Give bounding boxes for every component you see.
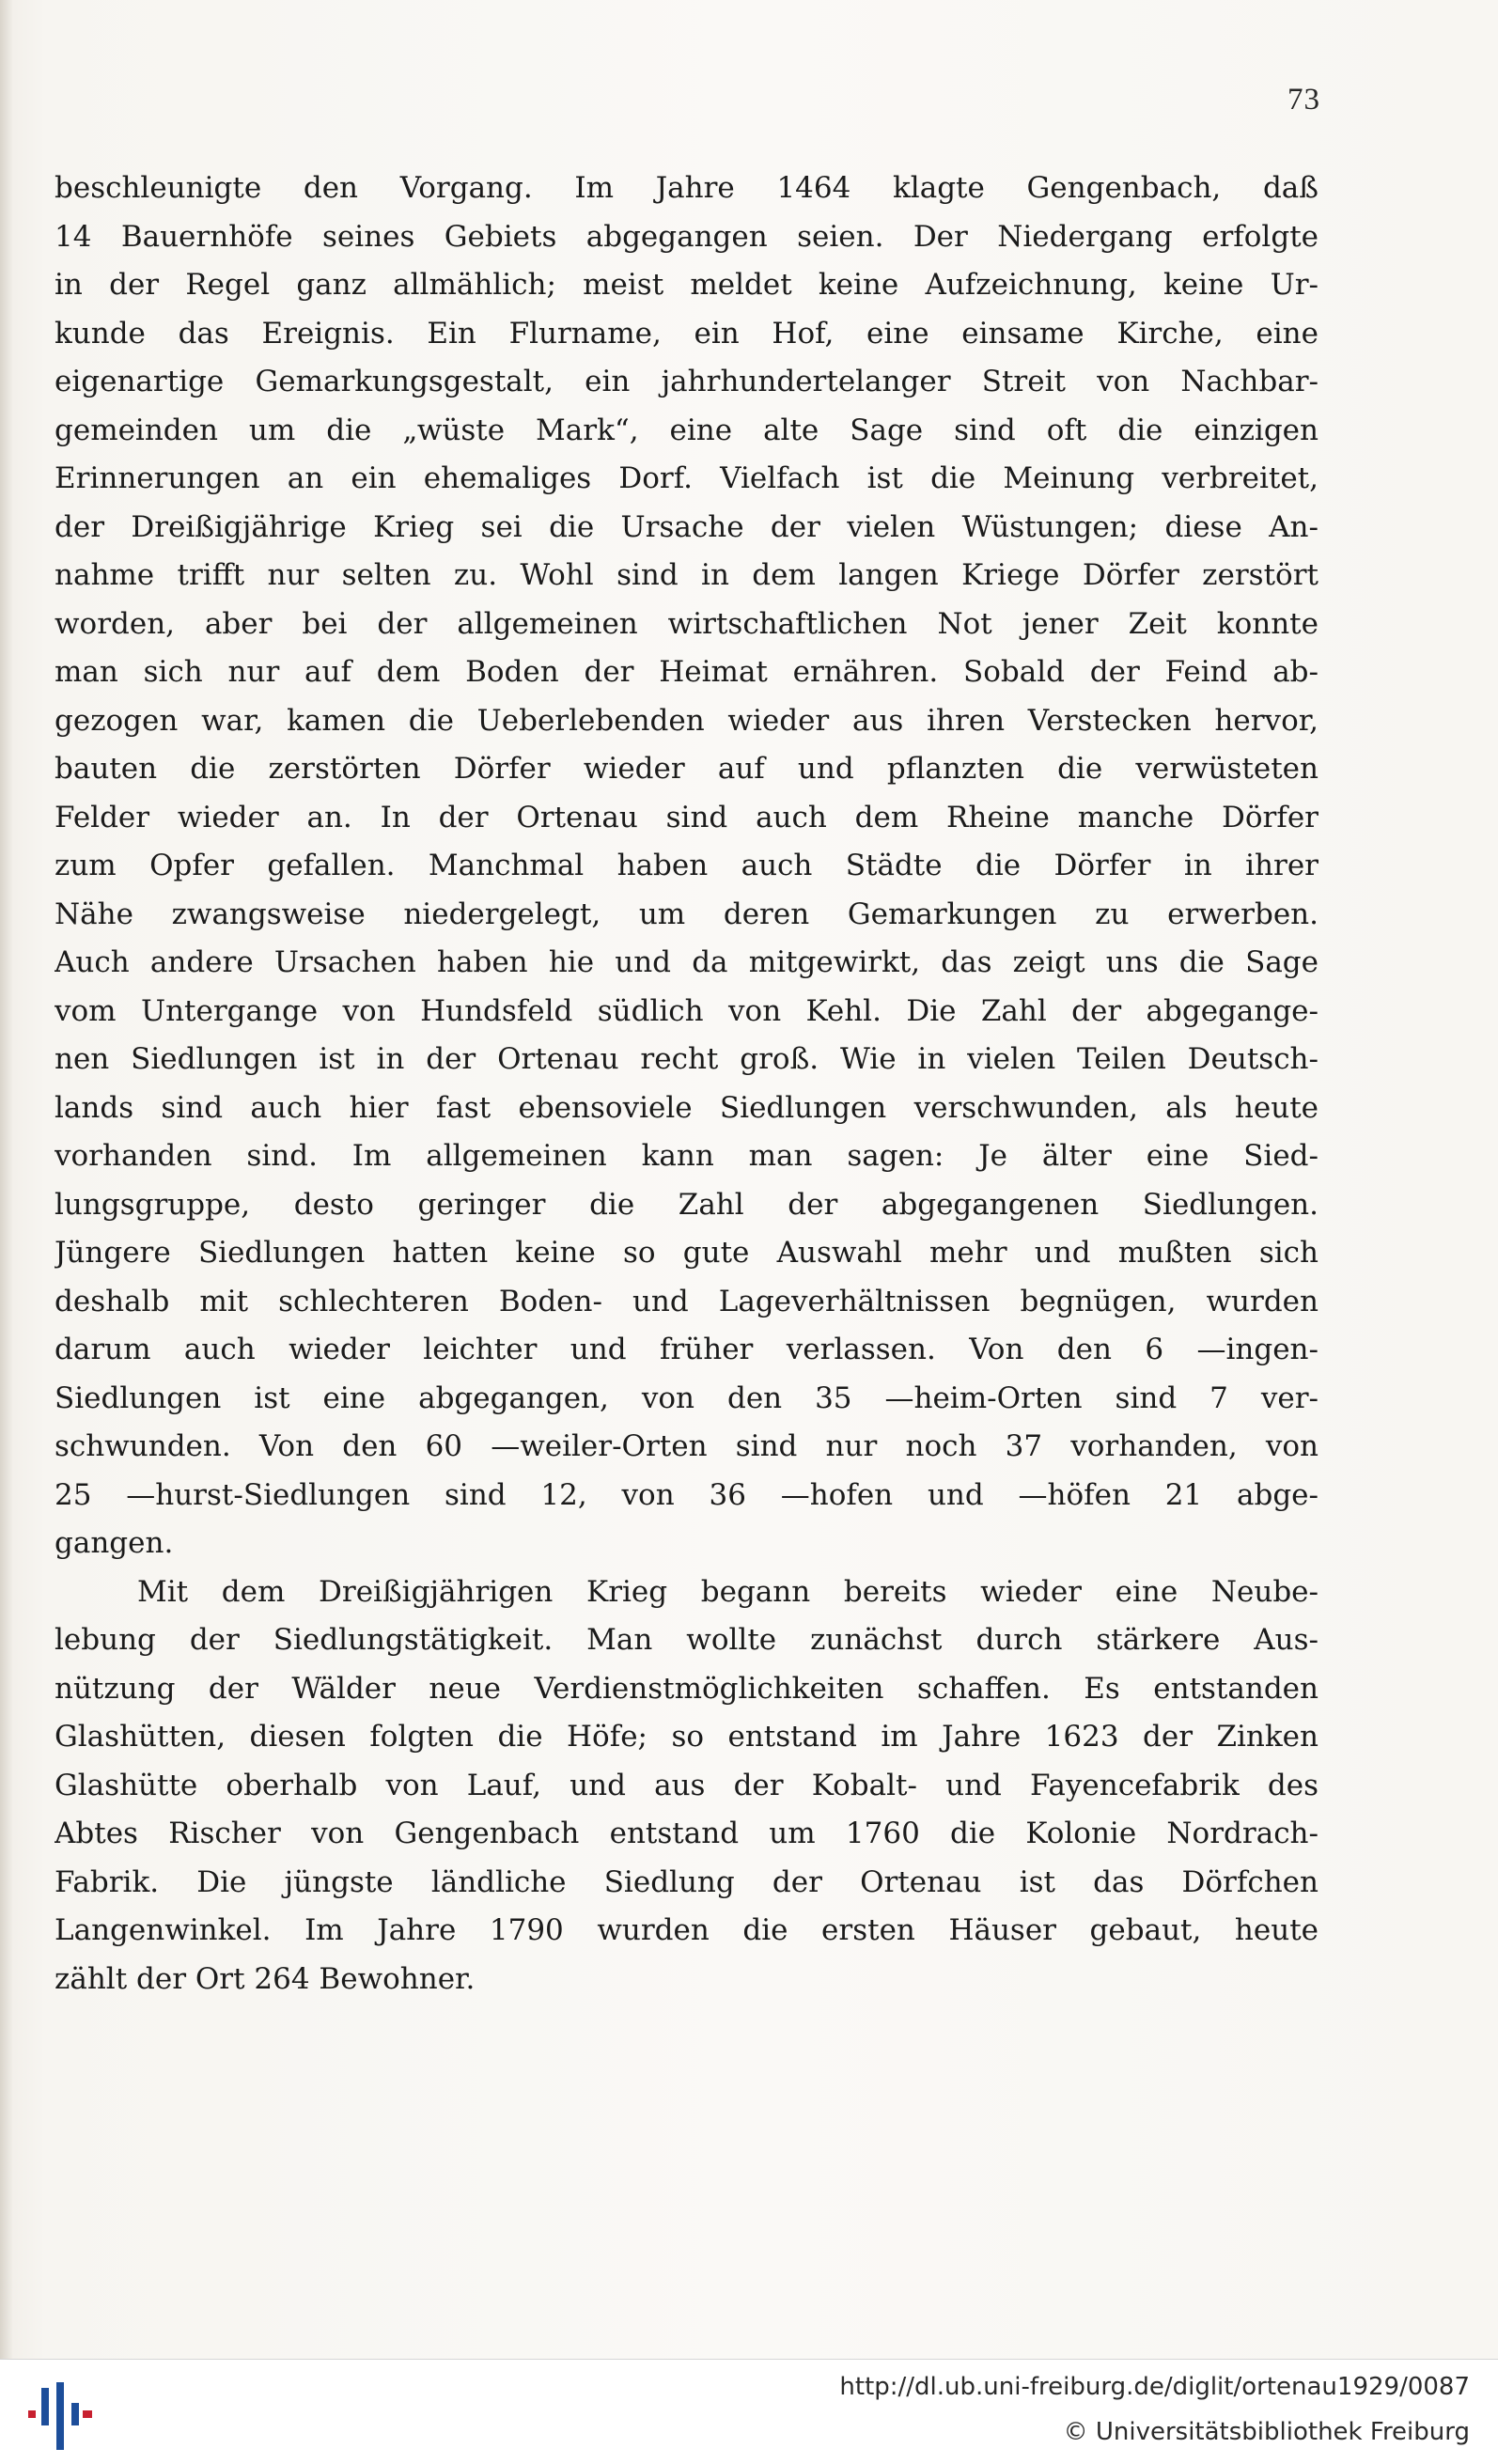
- text-line: Fabrik. Die jüngste ländliche Siedlung der Ortenau ist das Dörfchen: [55, 1864, 1319, 1899]
- footer-bar: [0, 2359, 1498, 2464]
- text-line: Abtes Rischer von Gengenbach entstand um 1760 die Kolonie Nordrach-: [55, 1817, 1319, 1850]
- text-line: Mit dem Dreißigjährigen Krieg begann bereits wieder eine Neube-: [137, 1574, 1319, 1609]
- text-line: lungsgruppe, desto geringer die Zahl der abgegangenen Siedlungen.: [55, 1187, 1319, 1222]
- text-line: Auch andere Ursachen haben hie und da mitgewirkt, das zeigt uns die Sage: [55, 945, 1319, 979]
- text-line: gezogen war, kamen die Ueberlebenden wieder aus ihren Verstecken hervor,: [55, 703, 1319, 738]
- copyright-notice: © Universitätsbibliothek Freiburg: [1063, 2418, 1470, 2446]
- text-line: nützung der Wälder neue Verdienstmöglichkeiten schaffen. Es entstanden: [55, 1671, 1319, 1706]
- text-line: 25 —hurst-Siedlungen sind 12, von 36 —hofen und —höfen 21 abge-: [55, 1477, 1319, 1512]
- permalink-url[interactable]: http://dl.ub.uni-freiburg.de/diglit/ortenau1929/0087: [839, 2373, 1470, 2401]
- text-line: deshalb mit schlechteren Boden- und Lageverhältnissen begnügen, wurden: [55, 1284, 1319, 1318]
- text-line: Nähe zwangsweise niedergelegt, um deren Gemarkungen zu erwerben.: [55, 897, 1319, 931]
- text-line: gemeinden um die „wüste Mark“, eine alte Sage sind oft die einzigen: [55, 413, 1319, 447]
- text-line: Langenwinkel. Im Jahre 1790 wurden die ersten Häuser gebaut, heute: [55, 1913, 1319, 1947]
- text-line: gangen.: [55, 1526, 174, 1560]
- text-line: beschleunigte den Vorgang. Im Jahre 1464 klagte Gengenbach, daß: [55, 171, 1319, 205]
- text-line: nen Siedlungen ist in der Ortenau recht groß. Wie in vielen Teilen Deutsch-: [55, 1042, 1319, 1076]
- text-line: Glashütten, diesen folgten die Höfe; so entstand im Jahre 1623 der Zinken: [55, 1720, 1319, 1754]
- text-line: man sich nur auf dem Boden der Heimat ernähren. Sobald der Feind ab-: [55, 655, 1319, 689]
- text-line: eigenartige Gemarkungsgestalt, ein jahrhundertelanger Streit von Nachbar-: [55, 365, 1319, 398]
- text-line: lands sind auch hier fast ebensoviele Siedlungen verschwunden, als heute: [55, 1090, 1319, 1125]
- text-line: Felder wieder an. In der Ortenau sind auch dem Rheine manche Dörfer: [55, 800, 1319, 834]
- text-line: Siedlungen ist eine abgegangen, von den 35 —heim-Orten sind 7 ver-: [55, 1380, 1319, 1415]
- text-line: zum Opfer gefallen. Manchmal haben auch Städte die Dörfer in ihrer: [55, 849, 1319, 882]
- text-line: kunde das Ereignis. Ein Flurname, ein Hof, eine einsame Kirche, eine: [55, 316, 1319, 351]
- text-line: in der Regel ganz allmählich; meist meldet keine Aufzeichnung, keine Ur-: [55, 268, 1319, 302]
- text-line: schwunden. Von den 60 —weiler-Orten sind nur noch 37 vorhanden, von: [55, 1429, 1319, 1463]
- text-line: nahme trifft nur selten zu. Wohl sind in dem langen Kriege Dörfer zerstört: [55, 558, 1319, 592]
- text-line: der Dreißigjährige Krieg sei die Ursache der vielen Wüstungen; diese An-: [55, 509, 1319, 544]
- text-line: Glashütte oberhalb von Lauf, und aus der Kobalt- und Fayencefabrik des: [55, 1768, 1319, 1802]
- text-line: 14 Bauernhöfe seines Gebiets abgegangen seien. Der Niedergang erfolgte: [55, 219, 1319, 254]
- body-text: [55, 164, 1319, 2004]
- text-line: worden, aber bei der allgemeinen wirtschaftlichen Not jener Zeit konnte: [55, 606, 1319, 641]
- text-line: Jüngere Siedlungen hatten keine so gute Auswahl mehr und mußten sich: [55, 1236, 1319, 1270]
- text-line: darum auch wieder leichter und früher verlassen. Von den 6 —ingen-: [55, 1333, 1319, 1366]
- text-line: Erinnerungen an ein ehemaliges Dorf. Vielfach ist die Meinung verbreitet,: [55, 461, 1319, 495]
- text-line: bauten die zerstörten Dörfer wieder auf und pflanzten die verwüsteten: [55, 752, 1319, 786]
- text-line: zählt der Ort 264 Bewohner.: [55, 1961, 476, 1996]
- page-edge-shadow: [0, 0, 13, 2359]
- text-line: vom Untergange von Hundsfeld südlich von Kehl. Die Zahl der abgegange-: [55, 993, 1319, 1028]
- library-logo-icon: [28, 2382, 96, 2450]
- page-number: 73: [1287, 83, 1320, 117]
- text-line: lebung der Siedlungstätigkeit. Man wollte zunächst durch stärkere Aus-: [55, 1623, 1319, 1657]
- text-line: vorhanden sind. Im allgemeinen kann man sagen: Je älter eine Sied-: [55, 1139, 1319, 1173]
